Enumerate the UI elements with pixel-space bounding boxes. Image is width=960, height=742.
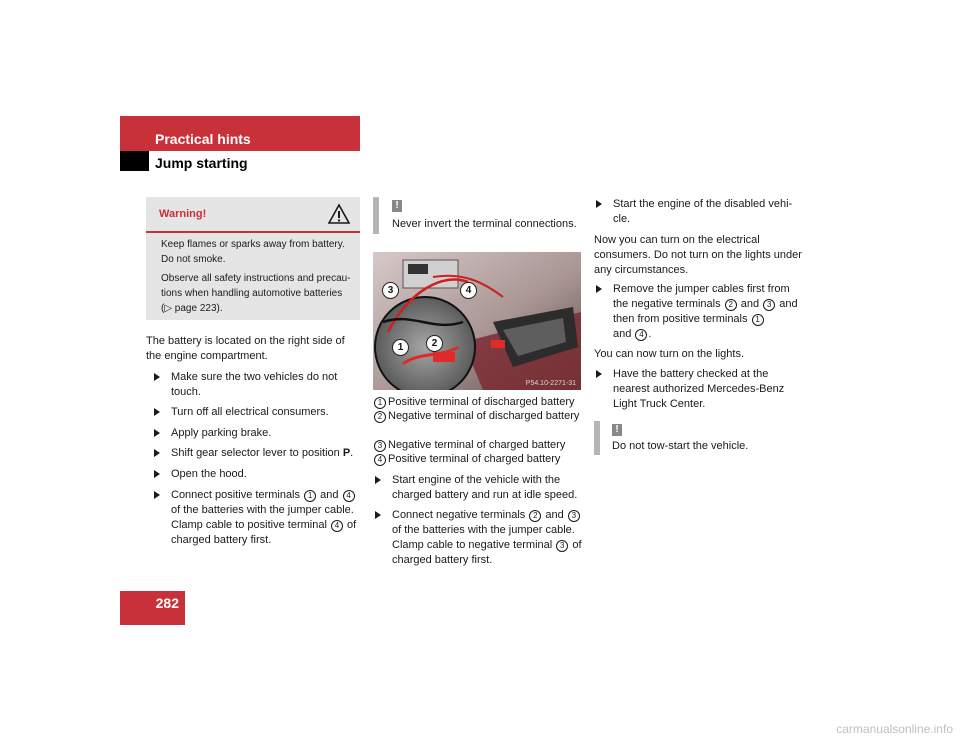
note-text: Do not tow-start the vehicle.	[612, 440, 749, 452]
warning-triangle-icon	[328, 203, 350, 225]
warning-line: Keep flames or sparks away from battery.	[161, 239, 345, 250]
note-bar	[594, 421, 600, 455]
bullet-arrow-icon	[154, 429, 160, 437]
header-marker	[120, 151, 149, 171]
warning-line: Observe all safety instructions and precau-	[161, 273, 351, 284]
intro-text: The battery is located on the right side of	[146, 335, 345, 347]
note-exclamation-icon: !	[392, 200, 402, 212]
intro-text: the engine compartment.	[146, 350, 268, 362]
watermark: carmanualsonline.info	[836, 722, 953, 736]
warning-line: tions when handling automotive batteries	[161, 288, 343, 299]
body-text: You can now turn on the lights.	[594, 348, 745, 360]
callout-1: 1	[392, 339, 409, 356]
warning-divider	[146, 231, 360, 233]
bullet-arrow-icon	[154, 408, 160, 416]
photo-caption: P54.10-2271-31	[525, 380, 576, 387]
bullet-arrow-icon	[596, 200, 602, 208]
callout-2: 2	[426, 335, 443, 352]
bullet-arrow-icon	[154, 470, 160, 478]
section-title: Practical hints	[155, 131, 251, 147]
warning-line: (▷ page 223).	[161, 303, 223, 314]
step-item: Connect positive terminals 1 and 4 of the batteries with the jumper cable. Clamp cable to positive terminal 4 of charged battery first.	[154, 488, 364, 548]
callout-3: 3	[382, 282, 399, 299]
battery-illustration	[373, 252, 581, 390]
bullet-arrow-icon	[154, 491, 160, 499]
warning-heading: Warning!	[159, 208, 207, 220]
bullet-arrow-icon	[596, 285, 602, 293]
note-exclamation-icon: !	[612, 424, 622, 436]
section-subtitle: Jump starting	[155, 155, 248, 171]
note-text: Never invert the terminal connections.	[392, 218, 577, 230]
body-text: Now you can turn on the electrical	[594, 234, 760, 246]
bullet-arrow-icon	[154, 373, 160, 381]
body-text: consumers. Do not turn on the lights under	[594, 249, 802, 261]
callout-4: 4	[460, 282, 477, 299]
body-text: any circumstances.	[594, 264, 689, 276]
bullet-arrow-icon	[154, 449, 160, 457]
note-bar	[373, 197, 379, 234]
bullet-arrow-icon	[375, 511, 381, 519]
battery-photo	[373, 252, 581, 390]
page-number: 282	[120, 591, 185, 625]
bullet-arrow-icon	[596, 370, 602, 378]
bullet-arrow-icon	[375, 476, 381, 484]
warning-line: Do not smoke.	[161, 254, 226, 265]
warning-box	[146, 197, 360, 320]
